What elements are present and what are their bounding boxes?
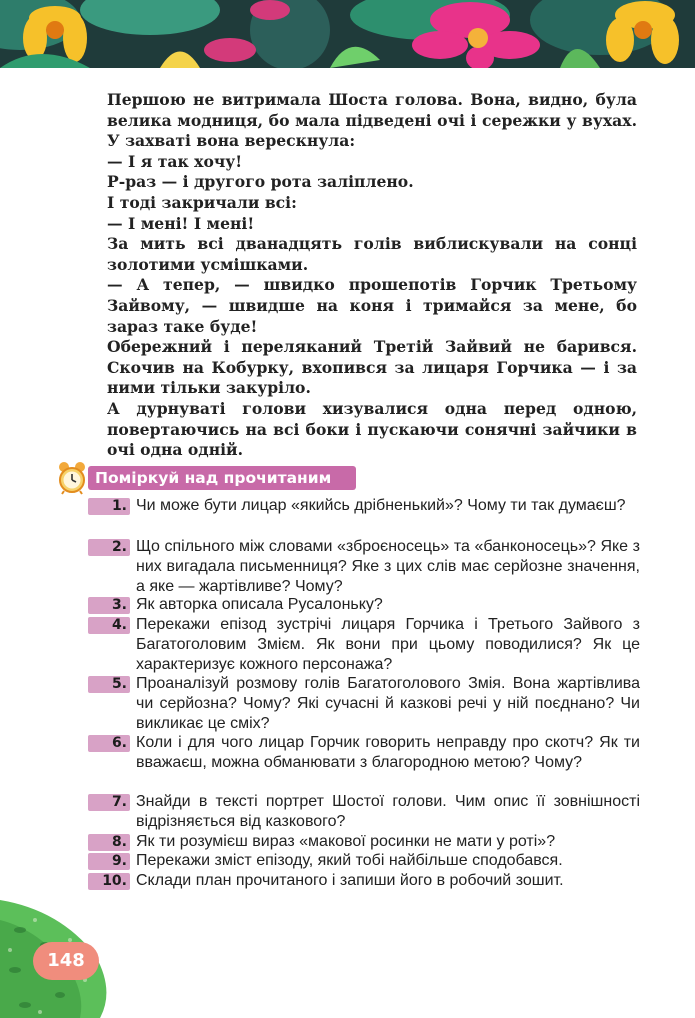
question-number: 7. (88, 794, 130, 811)
question-text: Проаналізуй розмову голів Багатоголового Змія. Вона жартівлива чи серйозна? Чому? Які сучасні й казкові речі у ній поєднано? Чи викликає це сміх? (136, 675, 640, 732)
question-item (88, 733, 640, 773)
question-number: 2. (88, 539, 130, 556)
question-text: Перекажи зміст епізоду, який тобі найбільше сподобався. (136, 852, 563, 869)
question-text: Що спільного між словами «зброєносець» та «банконосець»? Яке з них вигадала письменниця? Яке з цих слів має серйозне значення, а яке — жартівливе? Чому? (136, 538, 640, 595)
question-number: 9. (88, 853, 130, 870)
question-number: 10. (88, 873, 130, 890)
question-number: 3. (88, 597, 130, 614)
alarm-clock-icon (57, 461, 87, 495)
question-item (88, 792, 640, 832)
page-number: 148 (33, 942, 99, 980)
question-item (88, 496, 640, 516)
story-paragraph: — І мені! І мені! (107, 213, 255, 233)
question-text: Знайди в тексті портрет Шостої голови. Чим опис її зовнішності відрізняється від казкового? (136, 793, 640, 830)
story-paragraph: За мить всі дванадцять голів виблискували на сонці золотими усмішками. (107, 234, 637, 274)
floral-banner (0, 0, 695, 68)
story-paragraph: Обережний і переляканий Третій Зайвий не барився. Скочив на Кобурку, вхопився за лицаря Горчика — і за ними тільки закуріло. (107, 337, 637, 398)
question-text: Чи може бути лицар «якийсь дрібненький»? Чому ти так думаєш? (136, 497, 626, 514)
question-text: Склади план прочитаного і запиши його в робочий зошит. (136, 872, 564, 889)
question-number: 1. (88, 498, 130, 515)
question-item (88, 851, 640, 871)
question-item (88, 674, 640, 734)
section-title: Поміркуй над прочитаним (88, 466, 356, 490)
question-text: Перекажи епізод зустрічі лицаря Горчика і Третього Зайвого з Багатоголовим Змієм. Як вони при цьому поводилися? Як це характеризує кожного персонажа? (136, 616, 640, 673)
question-number: 4. (88, 617, 130, 634)
question-item (88, 615, 640, 675)
question-item (88, 832, 640, 852)
story-paragraph: Першою не витримала Шоста голова. Вона, видно, була велика модниця, бо мала підведені очі і сережки у вухах. У захваті вона верескнула: (107, 90, 637, 151)
question-item (88, 871, 640, 891)
story-paragraph: І тоді закричали всі: (107, 192, 297, 212)
story-paragraph: — І я так хочу! (107, 151, 243, 171)
question-number: 6. (88, 735, 130, 752)
question-number: 8. (88, 834, 130, 851)
story-paragraph: Р-раз — і другого рота заліплено. (107, 172, 414, 192)
question-item (88, 537, 640, 597)
question-text: Як авторка описала Русалоньку? (136, 596, 383, 613)
question-text: Як ти розумієш вираз «макової росинки не мати у роті»? (136, 833, 556, 850)
story-paragraph: А дурнуваті голови хизувалися одна перед одною, повертаючись на всі боки і пускаючи сонячні зайчики в очі одна одній. (107, 398, 637, 460)
question-number: 5. (88, 676, 130, 693)
question-item (88, 595, 640, 615)
story-paragraph: — А тепер, — швидко прошепотів Горчик Третьому Зайвому, — швидше на коня і тримайся за мене, бо зараз таке буде! (107, 275, 637, 336)
story-text (107, 90, 637, 461)
question-text: Коли і для чого лицар Горчик говорить неправду про скотч? Як ти вважаєш, можна обманювати з благородною метою? Чому? (136, 734, 640, 771)
